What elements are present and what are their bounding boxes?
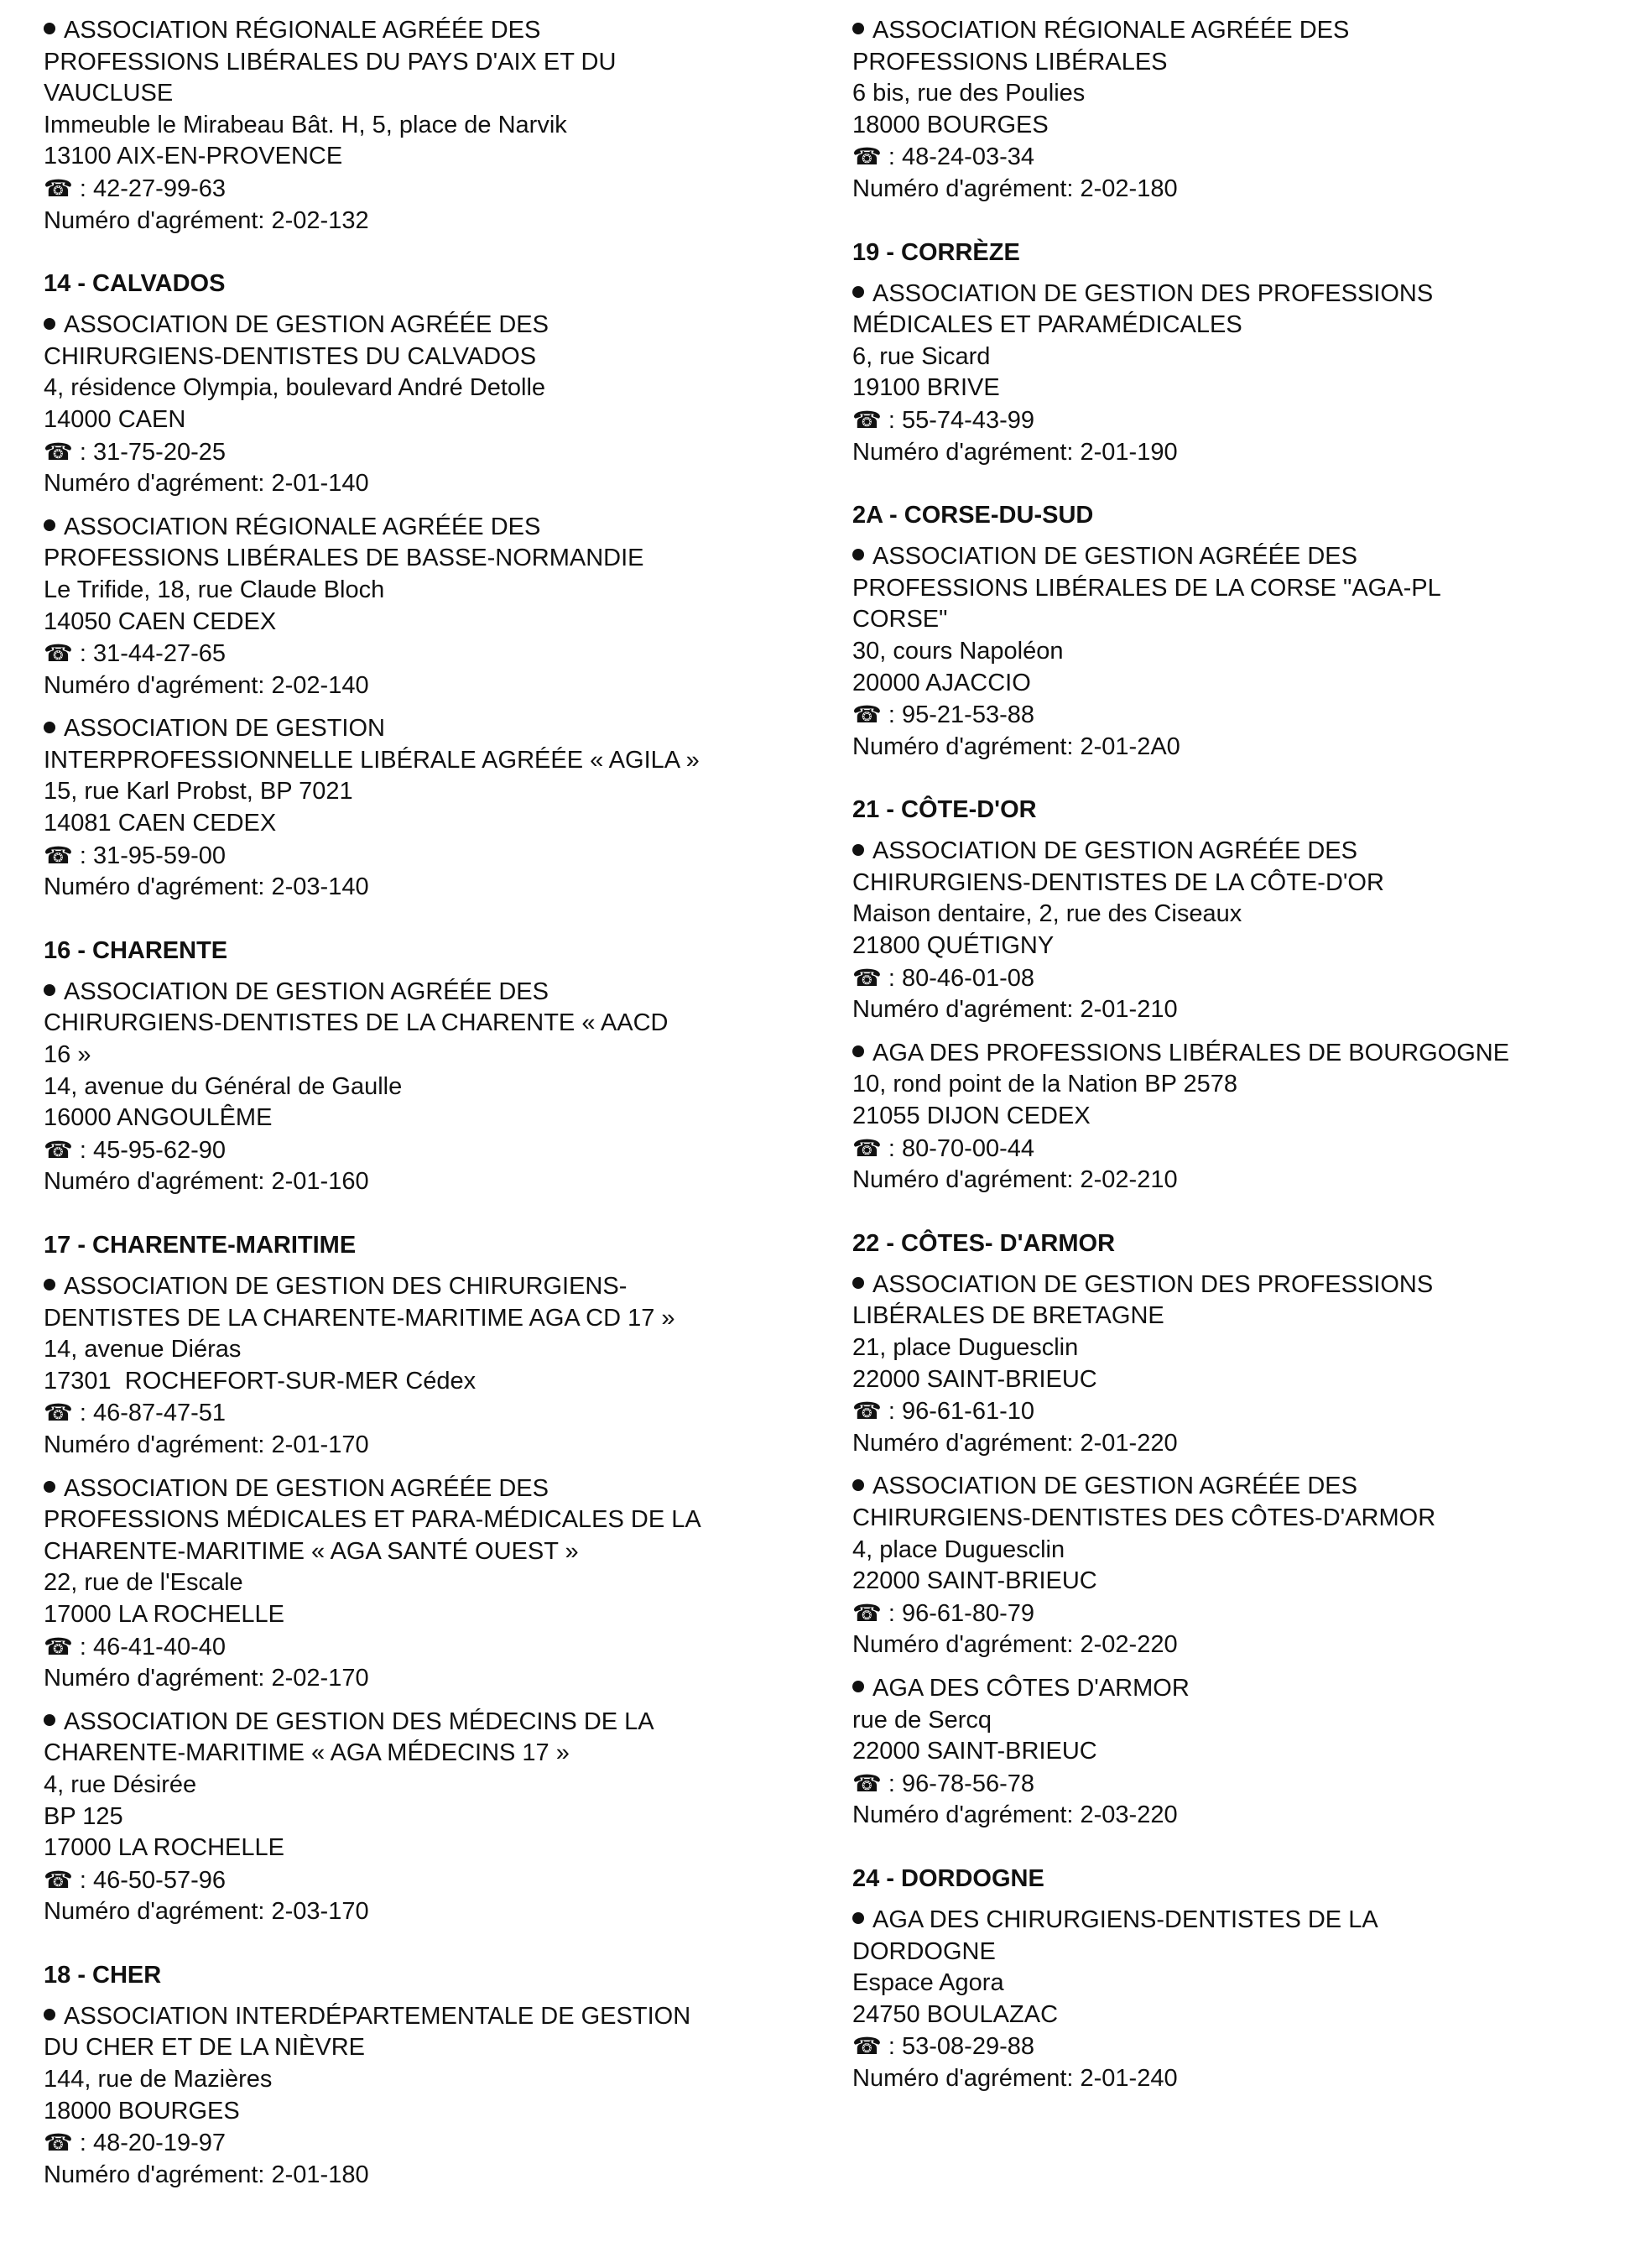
association-name-text: ASSOCIATION DE GESTION AGRÉÉE DES <box>872 1473 1357 1500</box>
association-name-text: AGA DES CHIRURGIENS-DENTISTES DE LA <box>872 1906 1378 1933</box>
phone-icon: ☎ <box>44 841 73 869</box>
address-line: 6, rue Sicard <box>852 342 991 370</box>
association-entry <box>852 1038 1651 1197</box>
address-line: 22000 SAINT-BRIEUC <box>852 1365 1097 1393</box>
agrement-number: Numéro d'agrément: 2-01-220 <box>852 1429 1178 1457</box>
association-name-text: ASSOCIATION RÉGIONALE AGRÉÉE DES <box>872 17 1350 44</box>
phone-number: : 42-27-99-63 <box>79 175 227 202</box>
bullet-icon <box>44 1279 55 1290</box>
phone-icon: ☎ <box>44 1135 73 1164</box>
agrement-number: Numéro d'agrément: 2-01-190 <box>852 438 1178 466</box>
agrement-number: Numéro d'agrément: 2-02-170 <box>44 1665 369 1692</box>
association-name-line <box>44 745 849 777</box>
association-name-line <box>44 543 849 575</box>
association-name-line <box>852 1937 1651 1968</box>
address-line: 14000 CAEN <box>44 405 186 433</box>
address-line: 15, rue Karl Probst, BP 7021 <box>44 778 353 806</box>
phone-line <box>852 2031 1651 2063</box>
phone-number: : 46-50-57-96 <box>79 1866 227 1894</box>
department-section <box>852 237 1651 469</box>
association-name-text: CHIRURGIENS-DENTISTES DE LA CHARENTE « AACD <box>44 1009 669 1037</box>
phone-number: : 31-95-59-00 <box>79 842 227 869</box>
association-name-line <box>852 1905 1651 1937</box>
phone-icon: ☎ <box>852 1598 882 1627</box>
association-name-text: CHIRURGIENS-DENTISTES DE LA CÔTE-D'OR <box>852 868 1384 896</box>
phone-number: : 96-78-56-78 <box>888 1770 1035 1797</box>
department-heading: 24 - DORDOGNE <box>852 1864 1044 1892</box>
phone-icon: ☎ <box>44 1399 73 1427</box>
association-name-line <box>852 310 1651 342</box>
association-name-text: PROFESSIONS LIBÉRALES DE LA CORSE "AGA-PL <box>852 574 1441 602</box>
association-name-line <box>44 1536 849 1568</box>
address-line: 17000 LA ROCHELLE <box>44 1834 284 1862</box>
address-line: 4, place Duguesclin <box>852 1535 1065 1563</box>
phone-icon: ☎ <box>852 701 882 729</box>
bullet-icon <box>44 519 55 531</box>
address-line: BP 125 <box>44 1802 123 1830</box>
agrement-number: Numéro d'agrément: 2-02-180 <box>852 175 1178 202</box>
phone-icon: ☎ <box>44 639 73 668</box>
address-line: 20000 AJACCIO <box>852 669 1031 696</box>
agrement-number: Numéro d'agrément: 2-02-132 <box>44 206 369 234</box>
address-line: 18000 BOURGES <box>852 111 1049 138</box>
phone-line <box>852 1768 1651 1801</box>
association-name-line <box>852 1503 1651 1535</box>
association-entry <box>852 1270 1651 1460</box>
phone-line <box>852 1133 1651 1165</box>
phone-line <box>44 638 849 670</box>
phone-number: : 46-41-40-40 <box>79 1633 227 1661</box>
phone-line <box>44 173 849 206</box>
bullet-icon <box>852 844 864 856</box>
address-line: 17000 LA ROCHELLE <box>44 1600 284 1628</box>
association-name-line <box>44 310 849 342</box>
address-line: 30, cours Napoléon <box>852 637 1064 665</box>
association-name-line <box>44 1504 849 1536</box>
address-line: 16000 ANGOULÊME <box>44 1104 273 1132</box>
association-name-text: VAUCLUSE <box>44 80 174 107</box>
department-heading: 18 - CHER <box>44 1961 162 1989</box>
association-name-line <box>852 541 1651 573</box>
phone-number: : 45-95-62-90 <box>79 1136 227 1164</box>
department-section <box>44 1960 849 2192</box>
association-name-text: CORSE" <box>852 606 948 633</box>
phone-number: : 55-74-43-99 <box>888 406 1035 434</box>
bullet-icon <box>44 2009 55 2020</box>
association-name-text: CHIRURGIENS-DENTISTES DU CALVADOS <box>44 342 537 370</box>
association-name-text: ASSOCIATION DE GESTION AGRÉÉE DES <box>64 311 549 339</box>
phone-line <box>852 404 1651 437</box>
address-line: rue de Sercq <box>852 1706 992 1734</box>
department-heading: 21 - CÔTE-D'OR <box>852 796 1037 824</box>
phone-line <box>44 1134 849 1167</box>
association-entry <box>44 977 849 1198</box>
agrement-number: Numéro d'agrément: 2-03-170 <box>44 1898 369 1926</box>
association-name-text: AGA DES PROFESSIONS LIBÉRALES DE BOURGOGNE <box>872 1039 1510 1066</box>
phone-icon: ☎ <box>44 1632 73 1661</box>
association-name-line <box>852 1471 1651 1503</box>
bullet-icon <box>44 722 55 733</box>
association-name-text: ASSOCIATION RÉGIONALE AGRÉÉE DES <box>64 513 541 540</box>
bullet-icon <box>44 318 55 330</box>
phone-number: : 95-21-53-88 <box>888 701 1035 729</box>
address-line: 24750 BOULAZAC <box>852 2000 1059 2028</box>
association-name-line <box>44 1707 849 1739</box>
association-entry <box>852 836 1651 1026</box>
phone-number: : 96-61-80-79 <box>888 1599 1035 1627</box>
association-name-line <box>44 1738 849 1770</box>
address-line: 14, avenue du Général de Gaulle <box>44 1072 403 1100</box>
association-name-line <box>44 2001 849 2033</box>
bullet-icon <box>852 1681 864 1692</box>
bullet-icon <box>44 23 55 34</box>
phone-icon: ☎ <box>852 963 882 992</box>
association-name-text: ASSOCIATION DE GESTION AGRÉÉE DES <box>64 978 549 1005</box>
association-entry <box>44 1271 849 1462</box>
association-name-line <box>44 15 849 47</box>
agrement-number: Numéro d'agrément: 2-01-180 <box>44 2161 369 2188</box>
association-name-text: PROFESSIONS LIBÉRALES <box>852 48 1168 76</box>
address-line: 10, rond point de la Nation BP 2578 <box>852 1071 1237 1098</box>
phone-line <box>852 141 1651 174</box>
phone-number: : 46-87-47-51 <box>79 1400 227 1427</box>
phone-line <box>44 2127 849 2160</box>
address-line: Le Trifide, 18, rue Claude Bloch <box>44 576 385 603</box>
association-entry <box>44 310 849 500</box>
agrement-number: Numéro d'agrément: 2-02-220 <box>852 1631 1178 1659</box>
association-name-line <box>44 1008 849 1040</box>
phone-icon: ☎ <box>852 2032 882 2061</box>
department-heading: 19 - CORRÈZE <box>852 238 1020 266</box>
association-entry <box>44 512 849 702</box>
address-line: 18000 BOURGES <box>44 2097 240 2125</box>
association-name-text: DU CHER ET DE LA NIÈVRE <box>44 2034 366 2062</box>
address-line: 21055 DIJON CEDEX <box>852 1103 1091 1130</box>
phone-icon: ☎ <box>44 1865 73 1894</box>
phone-line <box>852 699 1651 732</box>
association-name-text: ASSOCIATION DE GESTION AGRÉÉE DES <box>872 837 1357 865</box>
association-name-text: PROFESSIONS LIBÉRALES DE BASSE-NORMANDIE <box>44 545 644 572</box>
phone-icon: ☎ <box>44 437 73 466</box>
association-name-line <box>852 47 1651 79</box>
phone-number: : 80-70-00-44 <box>888 1134 1035 1162</box>
association-name-line <box>44 342 849 373</box>
bullet-icon <box>852 23 864 34</box>
bullet-icon <box>852 1912 864 1924</box>
left-column <box>44 15 849 2223</box>
address-line: Maison dentaire, 2, rue des Ciseaux <box>852 900 1242 928</box>
department-heading: 17 - CHARENTE-MARITIME <box>44 1232 357 1259</box>
association-entry <box>44 15 849 237</box>
agrement-number: Numéro d'agrément: 2-01-140 <box>44 470 369 498</box>
association-name-text: CHARENTE-MARITIME « AGA SANTÉ OUEST » <box>44 1537 579 1565</box>
address-line: 19100 BRIVE <box>852 374 1000 402</box>
association-name-text: LIBÉRALES DE BRETAGNE <box>852 1302 1164 1330</box>
phone-line <box>852 962 1651 995</box>
association-name-line <box>852 573 1651 605</box>
address-line: 21, place Duguesclin <box>852 1334 1079 1361</box>
association-name-text: 16 » <box>44 1041 91 1069</box>
association-name-line <box>852 836 1651 868</box>
phone-line <box>44 436 849 469</box>
association-name-text: ASSOCIATION RÉGIONALE AGRÉÉE DES <box>64 17 541 44</box>
bullet-icon <box>852 549 864 560</box>
address-line: 21800 QUÉTIGNY <box>852 932 1055 960</box>
association-name-text: INTERPROFESSIONNELLE LIBÉRALE AGRÉÉE « AGILA » <box>44 746 700 774</box>
phone-icon: ☎ <box>852 1134 882 1162</box>
agrement-number: Numéro d'agrément: 2-02-140 <box>44 671 369 699</box>
phone-number: : 31-75-20-25 <box>79 438 227 466</box>
association-name-text: ASSOCIATION DE GESTION AGRÉÉE DES <box>64 1474 549 1502</box>
right-column <box>852 15 1651 2126</box>
phone-icon: ☎ <box>852 1397 882 1426</box>
department-section <box>852 15 1651 206</box>
phone-line <box>852 1598 1651 1630</box>
agrement-number: Numéro d'agrément: 2-03-140 <box>44 873 369 901</box>
association-name-line <box>852 1038 1651 1070</box>
bullet-icon <box>852 1277 864 1289</box>
bullet-icon <box>44 1714 55 1726</box>
department-section <box>44 1230 849 1928</box>
association-name-text: ASSOCIATION DE GESTION DES PROFESSIONS <box>872 1270 1434 1298</box>
agrement-number: Numéro d'agrément: 2-02-210 <box>852 1166 1178 1194</box>
association-name-line <box>852 604 1651 636</box>
agrement-number: Numéro d'agrément: 2-03-220 <box>852 1801 1178 1829</box>
phone-number: : 53-08-29-88 <box>888 2033 1035 2061</box>
association-name-line <box>852 1270 1651 1301</box>
association-entry <box>852 1471 1651 1661</box>
phone-number: : 80-46-01-08 <box>888 964 1035 992</box>
association-name-text: ASSOCIATION DE GESTION <box>64 715 385 743</box>
association-name-line <box>44 47 849 79</box>
association-name-line <box>44 78 849 110</box>
association-name-text: ASSOCIATION INTERDÉPARTEMENTALE DE GESTION <box>64 2002 691 2030</box>
association-entry <box>44 1707 849 1928</box>
association-name-line <box>44 1473 849 1505</box>
address-line: Immeuble le Mirabeau Bât. H, 5, place de Narvik <box>44 111 567 138</box>
association-name-text: PROFESSIONS LIBÉRALES DU PAYS D'AIX ET DU <box>44 48 617 76</box>
association-entry <box>44 713 849 904</box>
address-line: 144, rue de Mazières <box>44 2066 273 2093</box>
address-line: 14, avenue Diéras <box>44 1336 242 1363</box>
association-name-line <box>852 1673 1651 1705</box>
association-entry <box>44 1473 849 1695</box>
department-section <box>852 500 1651 763</box>
association-entry <box>852 1905 1651 2095</box>
address-line: 22, rue de l'Escale <box>44 1569 243 1597</box>
association-name-line <box>44 713 849 745</box>
address-line: 22000 SAINT-BRIEUC <box>852 1567 1097 1595</box>
address-line: 4, rue Désirée <box>44 1770 197 1798</box>
association-entry <box>852 279 1651 469</box>
association-name-text: DENTISTES DE LA CHARENTE-MARITIME AGA CD 17 » <box>44 1304 675 1332</box>
agrement-number: Numéro d'agrément: 2-01-2A0 <box>852 733 1180 760</box>
association-name-text: DORDOGNE <box>852 1937 996 1965</box>
association-name-line <box>852 1301 1651 1332</box>
association-entry <box>852 1673 1651 1832</box>
association-name-text: MÉDICALES ET PARAMÉDICALES <box>852 311 1242 339</box>
association-name-text: CHIRURGIENS-DENTISTES DES CÔTES-D'ARMOR <box>852 1504 1436 1531</box>
department-heading: 14 - CALVADOS <box>44 270 226 298</box>
association-name-line <box>44 1271 849 1303</box>
phone-number: : 96-61-61-10 <box>888 1398 1035 1426</box>
phone-number: : 48-24-03-34 <box>888 143 1035 171</box>
phone-number: : 48-20-19-97 <box>79 2130 227 2157</box>
association-name-text: ASSOCIATION DE GESTION DES PROFESSIONS <box>872 279 1434 307</box>
phone-number: : 31-44-27-65 <box>79 640 227 668</box>
department-section <box>44 269 849 904</box>
phone-icon: ☎ <box>852 405 882 434</box>
phone-line <box>44 1864 849 1897</box>
association-name-line <box>44 1303 849 1335</box>
address-line: 4, résidence Olympia, boulevard André Detolle <box>44 374 546 402</box>
association-name-line <box>852 15 1651 47</box>
association-entry <box>852 541 1651 763</box>
address-line: 6 bis, rue des Poulies <box>852 80 1086 107</box>
bullet-icon <box>852 1479 864 1491</box>
phone-icon: ☎ <box>852 1769 882 1797</box>
address-line: 17301 ROCHEFORT-SUR-MER Cédex <box>44 1367 477 1395</box>
association-name-text: AGA DES CÔTES D'ARMOR <box>872 1674 1190 1702</box>
association-name-text: CHARENTE-MARITIME « AGA MÉDECINS 17 » <box>44 1739 570 1767</box>
phone-line <box>44 1631 849 1664</box>
association-name-text: PROFESSIONS MÉDICALES ET PARA-MÉDICALES DE LA <box>44 1506 701 1534</box>
association-name-line <box>852 868 1651 899</box>
phone-line <box>44 840 849 873</box>
association-entry <box>852 15 1651 206</box>
bullet-icon <box>852 286 864 298</box>
association-name-line <box>44 1040 849 1071</box>
bullet-icon <box>852 1045 864 1057</box>
address-line: 22000 SAINT-BRIEUC <box>852 1738 1097 1765</box>
association-name-line <box>44 512 849 544</box>
address-line: 14081 CAEN CEDEX <box>44 810 277 837</box>
department-heading: 22 - CÔTES- D'ARMOR <box>852 1229 1116 1257</box>
address-line: 13100 AIX-EN-PROVENCE <box>44 143 343 170</box>
phone-icon: ☎ <box>44 174 73 202</box>
department-heading: 2A - CORSE-DU-SUD <box>852 502 1094 529</box>
phone-icon: ☎ <box>852 143 882 171</box>
department-section <box>44 15 849 237</box>
association-name-text: ASSOCIATION DE GESTION DES MÉDECINS DE LA <box>64 1708 654 1735</box>
address-line: Espace Agora <box>852 1969 1004 1997</box>
department-section <box>852 1864 1651 2095</box>
department-section <box>852 795 1651 1197</box>
association-name-text: ASSOCIATION DE GESTION AGRÉÉE DES <box>872 543 1357 571</box>
association-name-line <box>44 2032 849 2064</box>
bullet-icon <box>44 1481 55 1493</box>
department-heading: 16 - CHARENTE <box>44 936 228 964</box>
association-entry <box>44 2001 849 2192</box>
phone-icon: ☎ <box>44 2129 73 2157</box>
agrement-number: Numéro d'agrément: 2-01-240 <box>852 2064 1178 2092</box>
agrement-number: Numéro d'agrément: 2-01-160 <box>44 1168 369 1196</box>
department-section <box>852 1228 1651 1832</box>
phone-line <box>852 1395 1651 1428</box>
association-name-text: ASSOCIATION DE GESTION DES CHIRURGIENS- <box>64 1273 628 1300</box>
association-name-line <box>44 977 849 1009</box>
phone-line <box>44 1397 849 1430</box>
address-line: 14050 CAEN CEDEX <box>44 607 277 635</box>
association-name-line <box>852 279 1651 310</box>
agrement-number: Numéro d'agrément: 2-01-170 <box>44 1431 369 1458</box>
bullet-icon <box>44 984 55 996</box>
department-section <box>44 936 849 1198</box>
agrement-number: Numéro d'agrément: 2-01-210 <box>852 996 1178 1024</box>
